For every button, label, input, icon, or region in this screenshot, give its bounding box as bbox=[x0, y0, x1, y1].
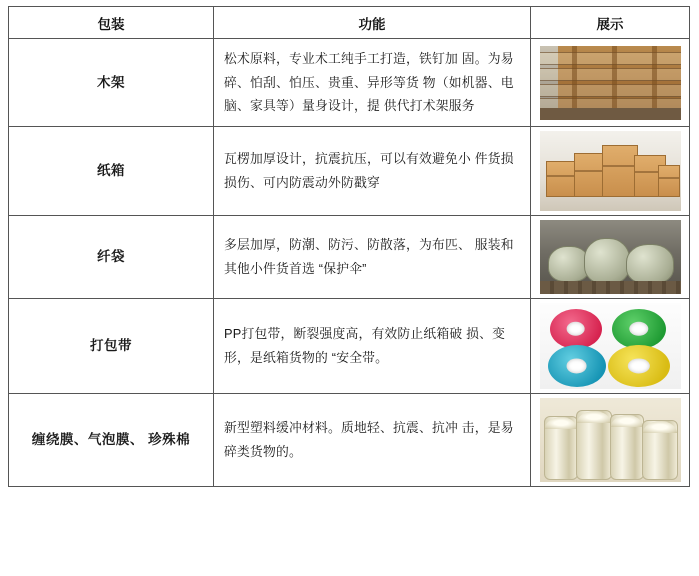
package-function-carton: 瓦楞加厚设计，抗震抗压，可以有效避免小 件货损损伤、可内防震动外防戳穿 bbox=[214, 127, 531, 216]
table-header bbox=[9, 7, 690, 39]
package-name-wooden-crate: 木架 bbox=[9, 39, 214, 127]
packaging-table bbox=[8, 6, 690, 487]
pallet bbox=[540, 281, 681, 294]
package-name-carton: 纸箱 bbox=[9, 127, 214, 216]
package-function-wooden-crate: 松术原料，专业术工纯手工打造，铁钉加 固。为易碎、怕刮、怕压、贵重、异形等货 物（如机器、电脑、家具等）量身设计，提 供代打术架服务 bbox=[214, 39, 531, 127]
package-function-strapping: PP打包带，断裂强度高，有效防止纸箱破 损、变形，是纸箱货物的 “安全带。 bbox=[214, 299, 531, 394]
package-name-strapping: 打包带 bbox=[9, 299, 214, 394]
table-row bbox=[9, 299, 690, 394]
image-container bbox=[531, 42, 689, 124]
package-name-stretch-film: 缠绕膜、气泡膜、 珍殊棉 bbox=[9, 394, 214, 487]
package-display-stretch-film bbox=[531, 394, 690, 487]
column-header-display: 展示 bbox=[531, 7, 690, 39]
package-function-stretch-film: 新型塑料缓冲材料。质地轻、抗震、抗冲 击，是易碎类货物的。 bbox=[214, 394, 531, 487]
table-row bbox=[9, 39, 690, 127]
table-header-row bbox=[9, 7, 690, 39]
package-display-carton bbox=[531, 127, 690, 216]
image-container bbox=[531, 127, 689, 215]
package-name-woven-bag: 纤袋 bbox=[9, 216, 214, 299]
column-header-function: 功能 bbox=[214, 7, 531, 39]
table-body bbox=[9, 39, 690, 487]
strapping-roll-photo bbox=[540, 303, 681, 389]
table-row bbox=[9, 216, 690, 299]
table-row bbox=[9, 394, 690, 487]
stretch-film-photo bbox=[540, 398, 681, 482]
wooden-crate-photo bbox=[540, 46, 681, 120]
package-function-woven-bag: 多层加厚，防潮、防污、防散落，为布匹、 服装和其他小件货首选 “保护伞” bbox=[214, 216, 531, 299]
package-display-strapping bbox=[531, 299, 690, 394]
table-row bbox=[9, 127, 690, 216]
column-header-package: 包装 bbox=[9, 7, 214, 39]
image-container bbox=[531, 216, 689, 298]
image-container bbox=[531, 299, 689, 393]
package-display-woven-bag bbox=[531, 216, 690, 299]
package-display-wooden-crate bbox=[531, 39, 690, 127]
image-container bbox=[531, 394, 689, 486]
floor bbox=[540, 108, 681, 120]
carton-box-photo bbox=[540, 131, 681, 211]
woven-bag-photo bbox=[540, 220, 681, 294]
packaging-table-page bbox=[0, 6, 699, 576]
